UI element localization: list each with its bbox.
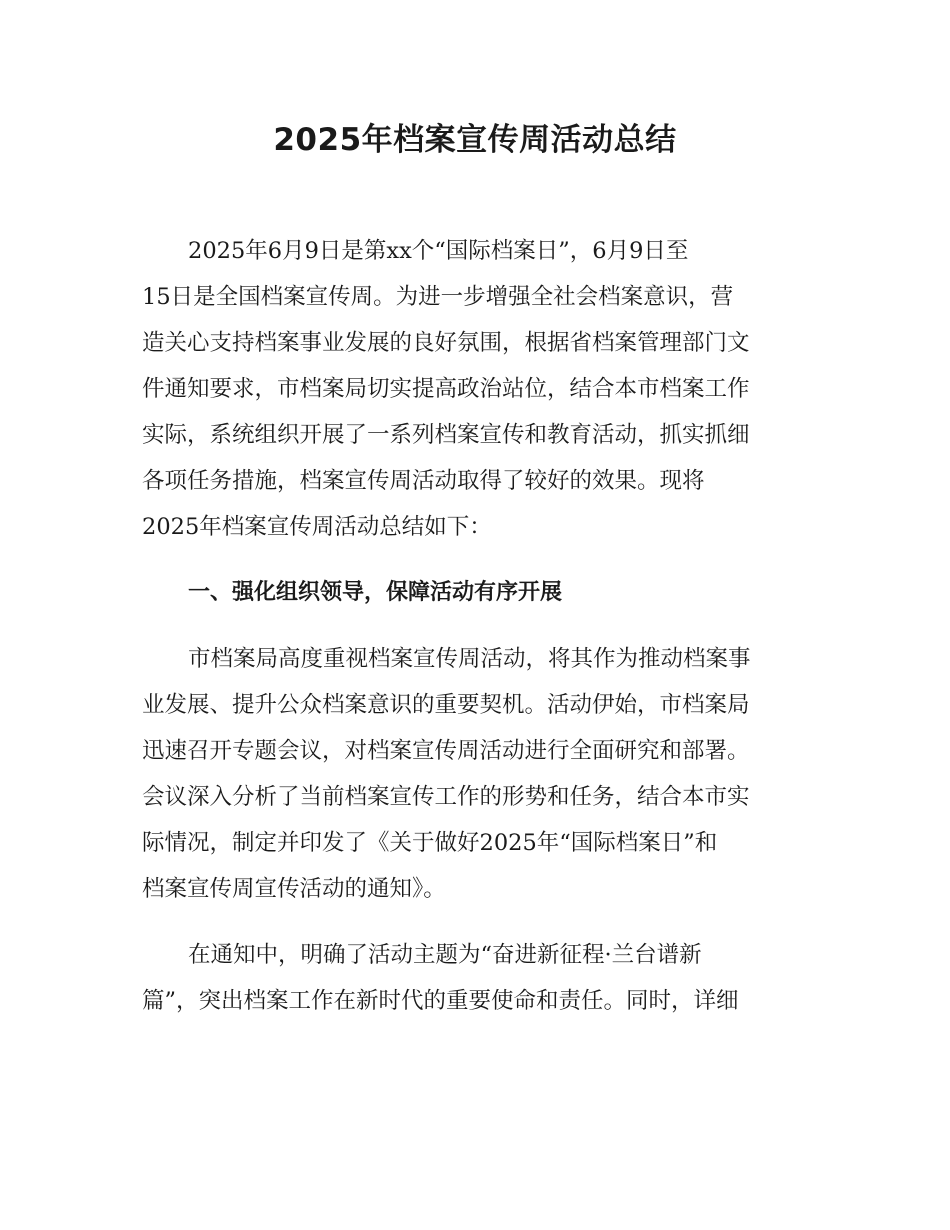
paragraph-organization [142,636,812,912]
paragraph-line: 篇”，突出档案工作在新时代的重要使命和责任。同时，详细 [142,988,739,1014]
paragraph-line: 15日是全国档案宣传周。为进一步增强全社会档案意识，营 [142,284,734,310]
paragraph-line: 件通知要求，市档案局切实提高政治站位，结合本市档案工作 [142,376,750,402]
paragraph-notice [142,932,812,1024]
paragraph-line: 档案宣传周宣传活动的通知》。 [142,876,446,902]
paragraph-gap [142,616,812,636]
paragraph-line: 2025年档案宣传周活动总结如下： [142,514,492,540]
paragraph-line: 迅速召开专题会议，对档案宣传周活动进行全面研究和部署。 [142,738,750,764]
paragraph-line: 市档案局高度重视档案宣传周活动，将其作为推动档案事 [188,646,751,672]
paragraph-line: 2025年6月9日是第xx个“国际档案日”，6月9日至 [188,238,689,264]
paragraph-intro [142,228,812,550]
document-title: 2025年档案宣传周活动总结 [273,122,677,158]
paragraph-gap [142,550,812,570]
document-body [142,228,812,1024]
paragraph-line: 际情况，制定并印发了《关于做好2025年“国际档案日”和 [142,830,718,856]
paragraph-line: 实际，系统组织开展了一系列档案宣传和教育活动，抓实抓细 [142,422,750,448]
paragraph-line: 业发展、提升公众档案意识的重要契机。活动伊始，市档案局 [142,692,750,718]
paragraph-gap [142,912,812,932]
paragraph-line: 各项任务措施，档案宣传周活动取得了较好的效果。现将 [142,468,705,494]
section-heading: 一、强化组织领导，保障活动有序开展 [188,580,563,605]
paragraph-line: 造关心支持档案事业发展的良好氛围，根据省档案管理部门文 [142,330,750,356]
paragraph-line: 在通知中，明确了活动主题为“奋进新征程·兰台谱新 [188,942,702,968]
paragraph-line: 会议深入分析了当前档案宣传工作的形势和任务，结合本市实 [142,784,750,810]
